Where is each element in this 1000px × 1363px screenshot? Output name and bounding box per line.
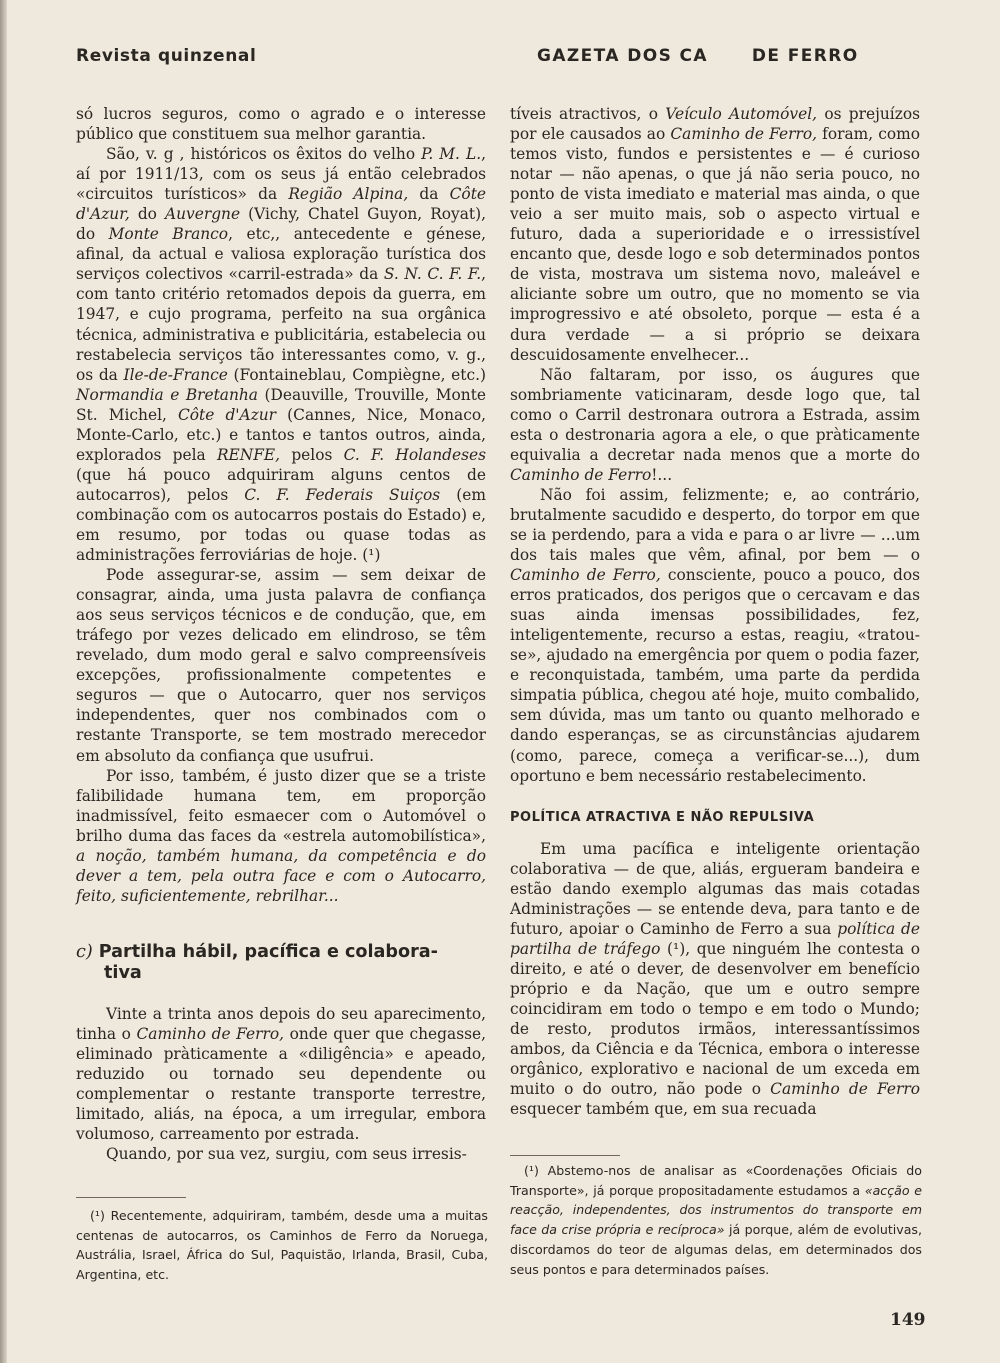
footnote-right <box>510 1161 922 1279</box>
page-number: 149 <box>890 1310 926 1330</box>
paragraph: São, v. g , históricos os êxitos do velho P. M. L., aí por 1911/13, com os seus já então celebrados «circuitos turísticos» da Região Alpina, da Côte d'Azur, do Auvergne (Vichy, Chatel Guyon, Royat), do Monte Branco, etc,, antecedente e génese, afinal, da actual e valiosa exploração turística dos serviços colectivos «carril-estrada» da S. N. C. F. F., com tanto critério retomados depois da guerra, em 1947, e cujo programa, perfeito na sua orgânica técnica, administrativa e publicitária, estabelecia ou restabelecia serviços tão interessantes como, v. g., os da Ile-de-France (Fontaineblau, Compiègne, etc.) Normandia e Bretanha (Deauville, Trouville, Monte St. Michel, Côte d'Azur (Cannes, Nice, Monaco, Monte-Carlo, etc.) e tantos e tantos outros, ainda, explorados pela RENFE, pelos C. F. Holandeses (que há pouco adquiriram alguns centos de autocarros), pelos C. F. Federais Suiços (em combinação com os autocarros postais do Estado) e, em resumo, por todas ou quase todas as administrações ferroviárias de hoje. (¹) <box>76 145 487 565</box>
running-header-left: Revista quinzenal <box>76 46 257 66</box>
footnote-divider <box>510 1155 620 1156</box>
paragraph: Em uma pacífica e inteligente orientação colaborativa — de que, aliás, ergueram bandeira e estão dando exemplo algumas das mais cotadas Administrações — se entende deva, para tanto e de futuro, apoiar o Caminho de Ferro a sua política de partilha de tráfego (¹), que ninguém lhe contesta o direito, e até o dever, de desenvolver em benefício próprio e da Nação, que um e outro sempre coincidiram em todo o tempo e em todo o Mundo; de resto, produtos irmãos, interessantíssimos ambos, da Ciência e da Técnica, embora o interesse orgânico, explorativo e nacional de um exceda em muito o do outro, não pode o Caminho de Ferro esquecer também que, em sua recuada <box>510 839 921 1119</box>
running-header-right-text: GAZETA DOS CA DE FERRO <box>537 46 859 66</box>
paragraph: só lucros seguros, como o agrado e o interesse público que constituem sua melhor garantia. <box>76 105 486 144</box>
paragraph: Não foi assim, felizmente; e, ao contrário, brutalmente sacudido e desperto, do torpor em que se ia perdendo, para a vida e para o ar livre — ...um dos tais males que vêm, afinal, por bem — o Caminho de Ferro, consciente, pouco a pouco, dos erros praticados, dos perigos que o cercavam e das suas ainda imensas possibilidades, fez, inteligentemente, recurso a estas, reagiu, «tratou-se», ajudado na emergência por quem o podia fazer, e reconquistada, também, uma parte da perdida simpatia pública, chegou até hoje, muito combalido, sem dúvida, mas um tanto ou quanto melhorado e dando esperanças, se as circunstâncias ajudarem (como, parece, começa a verificar-se...), dum oportuno e bem necessário restabelecimento. <box>510 485 921 785</box>
section-title-line1: Partilha hábil, pacífica e colabora- <box>98 941 438 962</box>
right-column <box>510 104 920 1119</box>
paragraph: Quando, por sua vez, surgiu, com seus irresis- <box>106 1145 467 1164</box>
section-letter: c) <box>76 941 93 962</box>
section-heading-politica: POLÍTICA ATRACTIVA E NÃO REPULSIVA <box>510 809 815 825</box>
footnote-left <box>76 1206 488 1285</box>
left-column <box>76 104 486 1164</box>
paragraph: Vinte a trinta anos depois do seu aparecimento, tinha o Caminho de Ferro, onde quer que chegasse, eliminado pràticamente a «diligência» e apeado, reduzido ou tornado seu dependente ou complementar o restante transporte terrestre, limitado, aliás, na época, a um irregular, embora volumoso, carreamento por estrada. <box>76 1004 486 1144</box>
footnote-divider <box>76 1197 186 1198</box>
paragraph: Pode assegurar-se, assim — sem deixar de consagrar, ainda, uma justa palavra de confiança aos seus serviços técnicos e de condução, que, em tráfego por vezes delicado em elindroso, se têm revelado, dum modo geral e salvo compreensíveis excepções, profissionalmente competentes e seguros — que o Autocarro, quer nos serviços independentes, quer nos combinados com o restante Transporte, se tem mostrado merecedor em absoluto da confiança que usufrui. <box>76 566 486 765</box>
footnote-text: (¹) Abstemo-nos de analisar as «Coordenações Oficiais do Transporte», já porque propositadamente estudamos a «acção e reacção, independentes, dos instrumentos do transporte em face da crise própria e recíproca» já porque, além de evolutivas, discordamos do teor de algumas delas, em determinados dos seus pontos e para determinados países. <box>510 1163 922 1277</box>
paragraph: tíveis atractivos, o Veículo Automóvel, os prejuízos por ele causados ao Caminho de Ferro, foram, como temos visto, fundos e persistentes e — é curioso notar — não apenas, o que já não seria pouco, no ponto de vista imediato e material mas ainda, o que veio a ser muito mais, sob o aspecto virtual e futuro, dada a superioridade e o irressistível encanto que, desde logo e sob determinados pontos de vista, mostrava um sistema novo, maleável e aliciante sobre um outro, que no momento se via improgressivo e até obsoleto, porque — esta é a dura verdade — a si próprio se deixara descuidosamente envelhecer... <box>510 105 920 364</box>
section-heading-c <box>76 942 486 984</box>
running-header-right <box>537 46 859 66</box>
page-edge <box>0 0 7 1363</box>
footnote-text: (¹) Recentemente, adquiriram, também, desde uma a muitas centenas de autocarros, os Caminhos de Ferro da Noruega, Austrália, Israel, África do Sul, Paquistão, Irlanda, Brasil, Cuba, Argentina, etc. <box>76 1208 488 1283</box>
paragraph: Por isso, também, é justo dizer que se a triste falibilidade humana tem, em proporção inadmissível, feito esmaecer com o Automóvel o brilho duma das faces da «estrela automobilística», a noção, também humana, da competência e do dever a tem, pela outra face e com o Autocarro, feito, suficientemente, rebrilhar... <box>76 766 486 905</box>
section-title-line2: tiva <box>104 962 142 983</box>
paragraph: Não faltaram, por isso, os áugures que sombriamente vaticinaram, desde logo que, tal como o Carril destronara outrora a Estrada, assim esta o destronaria agora a ele, o que pràticamente equivalia a decretar nada menos que a morte do Caminho de Ferro!... <box>510 365 920 484</box>
